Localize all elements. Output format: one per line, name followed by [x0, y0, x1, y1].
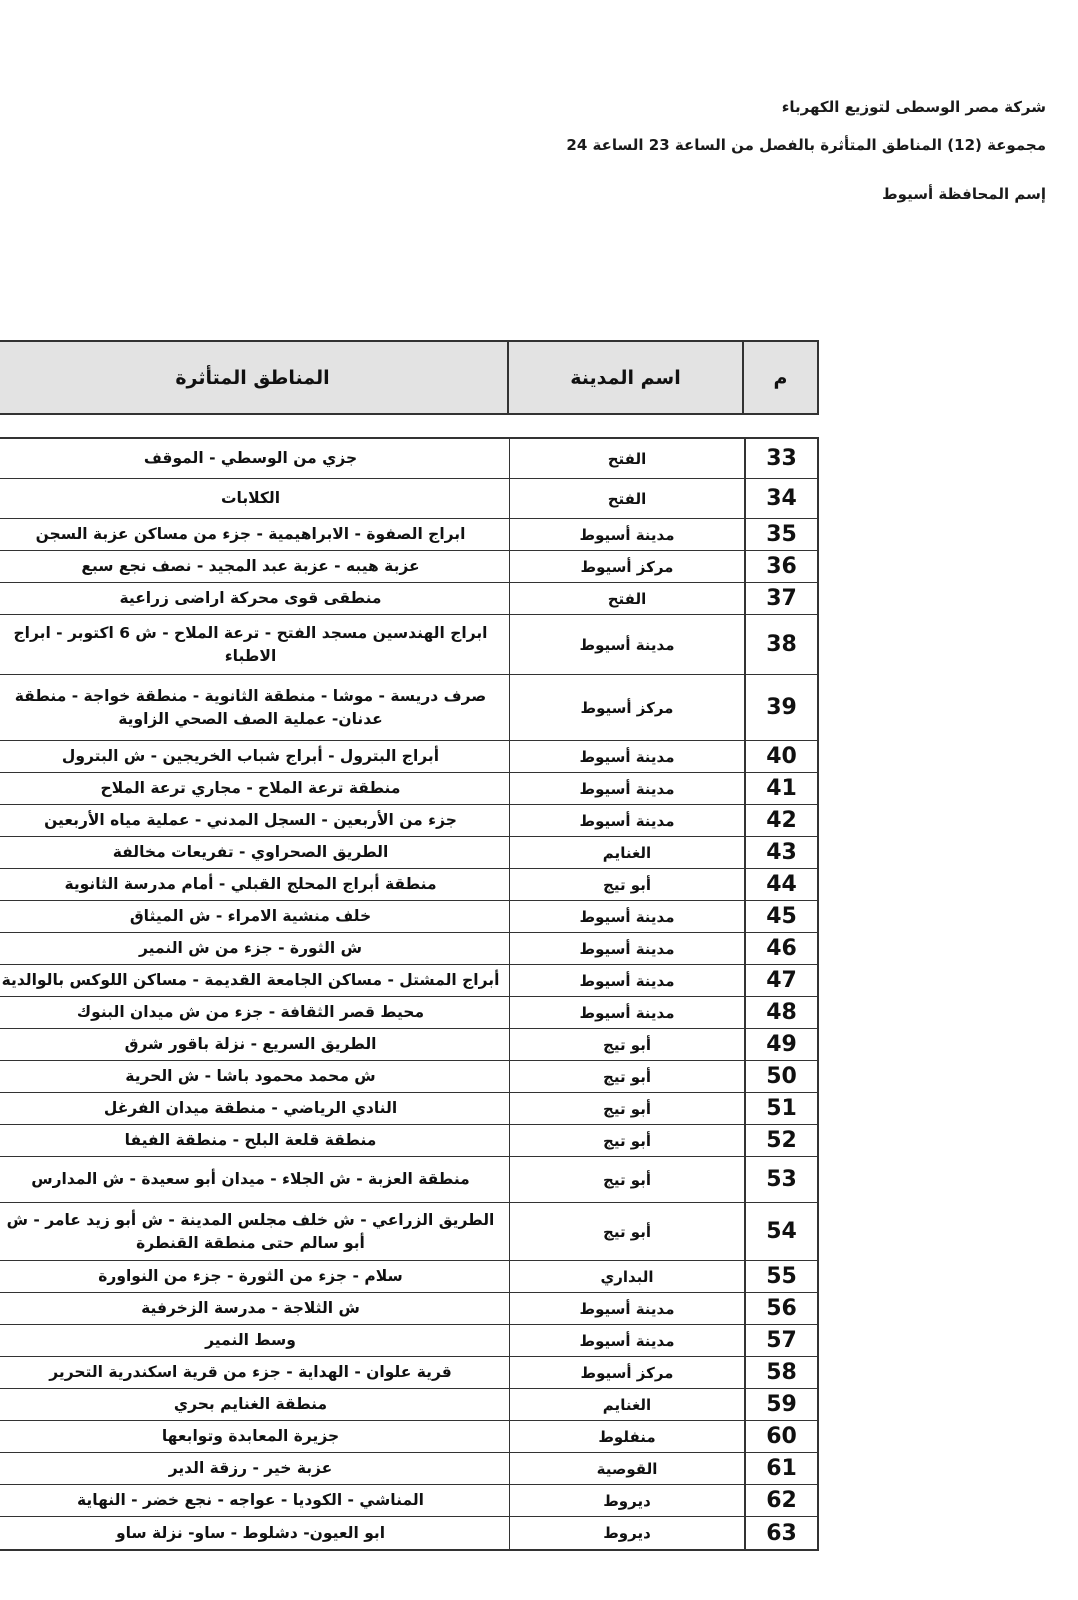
row-number: 63 [744, 1517, 817, 1549]
row-city: مركز أسيوط [509, 551, 744, 582]
table-row [0, 1517, 817, 1549]
row-number: 59 [744, 1389, 817, 1420]
table-row [0, 519, 817, 551]
row-number: 52 [744, 1125, 817, 1156]
row-city: أبو تيج [509, 869, 744, 900]
row-city: مدينة أسيوط [509, 965, 744, 996]
row-areas: عزبة هيبه - عزبة عبد المجيد - نصف نجع سبع [81, 557, 420, 576]
row-city: الفتح [509, 439, 744, 478]
table-row [0, 1261, 817, 1293]
table-row [0, 1125, 817, 1157]
row-city: أبو تيج [509, 1203, 744, 1260]
row-city: مدينة أسيوط [509, 1293, 744, 1324]
row-number: 45 [744, 901, 817, 932]
table-row [0, 1485, 817, 1517]
row-number: 56 [744, 1293, 817, 1324]
row-number: 48 [744, 997, 817, 1028]
row-city: مدينة أسيوط [509, 519, 744, 550]
row-areas: الكلابات [220, 489, 281, 508]
table-row [0, 551, 817, 583]
row-areas: صرف دريسة - موشا - منطقة الثانوية - منطقة خواجة - منطقة عدنان- عملية الصف الصحي الزاوية [14, 687, 487, 728]
row-areas: محيط قصر الثقافة - جزء من ش ميدان البنوك [76, 1003, 425, 1022]
row-number: 44 [744, 869, 817, 900]
row-city: مدينة أسيوط [509, 901, 744, 932]
row-areas: سلام - جزء من الثورة - جزء من النواورة [98, 1267, 403, 1286]
table-row [0, 1325, 817, 1357]
table-header [0, 340, 819, 415]
row-city: القوصية [509, 1453, 744, 1484]
row-city: أبو تيج [509, 1061, 744, 1092]
table-row [0, 439, 817, 479]
row-number: 54 [744, 1203, 817, 1260]
row-areas: الطريق الصحراوي - تفريعات مخالفة [112, 843, 389, 862]
row-areas: منطقى قوى محركة اراضى زراعية [119, 589, 382, 608]
row-city: أبو تيج [509, 1125, 744, 1156]
row-number: 42 [744, 805, 817, 836]
row-areas: أبراج البترول - أبراج شباب الخريجين - ش البترول [61, 747, 440, 766]
table-row [0, 901, 817, 933]
row-number: 33 [744, 439, 817, 478]
row-number: 62 [744, 1485, 817, 1516]
row-city: مدينة أسيوط [509, 933, 744, 964]
table-row [0, 837, 817, 869]
table-row [0, 1029, 817, 1061]
column-header-city: اسم المدينة [570, 366, 681, 389]
table-row [0, 675, 817, 741]
row-areas: النادي الرياضي - منطقة ميدان الفرغل [103, 1099, 398, 1118]
row-number: 37 [744, 583, 817, 614]
table-row [0, 1061, 817, 1093]
row-number: 34 [744, 479, 817, 518]
areas-table [0, 437, 819, 1551]
row-areas: ش الثورة - جزء من ش النمير [139, 939, 362, 958]
row-city: مدينة أسيوط [509, 741, 744, 772]
row-areas: عزبة خير - رزقة الدير [168, 1459, 333, 1478]
group-line: مجموعة (12) المناطق المتأثرة بالفصل من الساعة 23 الساعة 24 [566, 136, 1046, 154]
table-row [0, 741, 817, 773]
row-areas: ش محمد محمود باشا - ش الحرية [125, 1067, 376, 1086]
row-city: مدينة أسيوط [509, 805, 744, 836]
row-city: الغنايم [509, 1389, 744, 1420]
table-row [0, 1157, 817, 1203]
row-number: 60 [744, 1421, 817, 1452]
row-areas: منطقة ترعة الملاح - مجاري ترعة الملاح [100, 779, 401, 798]
table-row [0, 773, 817, 805]
table-row [0, 615, 817, 675]
row-city: أبو تيج [509, 1157, 744, 1202]
row-city: الفتح [509, 583, 744, 614]
row-number: 38 [744, 615, 817, 674]
row-city: مدينة أسيوط [509, 773, 744, 804]
row-number: 55 [744, 1261, 817, 1292]
row-city: منفلوط [509, 1421, 744, 1452]
table-row [0, 1389, 817, 1421]
row-number: 51 [744, 1093, 817, 1124]
company-name: شركة مصر الوسطى لتوزيع الكهرباء [781, 98, 1046, 116]
row-number: 35 [744, 519, 817, 550]
table-row [0, 1357, 817, 1389]
row-number: 57 [744, 1325, 817, 1356]
row-areas: الطريق السريع - نزلة باقور شرق [124, 1035, 377, 1054]
table-row [0, 1421, 817, 1453]
table-row [0, 933, 817, 965]
row-city: مدينة أسيوط [509, 615, 744, 674]
row-areas: منطقة العزبة - ش الجلاء - ميدان أبو سعيدة - ش المدارس [31, 1170, 470, 1189]
row-city: ديروط [509, 1485, 744, 1516]
column-header-number: م [773, 366, 788, 389]
table-row [0, 965, 817, 997]
row-areas: أبراج المشتل - مساكن الجامعة القديمة - مساكن اللوكس بالوالدية [1, 971, 500, 990]
table-row [0, 1093, 817, 1125]
table-row [0, 1453, 817, 1485]
table-row [0, 805, 817, 837]
row-areas: قرية علوان - الهداية - جزء من قرية اسكندرية التحرير [49, 1363, 452, 1382]
row-areas: خلف منشية الامراء - ش الميثاق [129, 907, 372, 926]
row-number: 41 [744, 773, 817, 804]
row-areas: منطقة قلعة البلح - منطقة الفيفا [124, 1131, 377, 1150]
table-row [0, 479, 817, 519]
row-areas: جزي من الوسطي - الموقف [143, 449, 358, 468]
row-city: مدينة أسيوط [509, 1325, 744, 1356]
table-row [0, 869, 817, 901]
row-areas: ابو العيون- دشلوط - ساو- نزلة ساو [115, 1523, 386, 1542]
table-row [0, 583, 817, 615]
table-row [0, 1293, 817, 1325]
row-areas: وسط النمير [205, 1331, 296, 1350]
row-city: الغنايم [509, 837, 744, 868]
column-header-areas: المناطق المتأثرة [175, 366, 330, 389]
row-city: أبو تيج [509, 1093, 744, 1124]
row-city: مركز أسيوط [509, 675, 744, 740]
row-city: مدينة أسيوط [509, 997, 744, 1028]
row-areas: ابراج الصفوة - الابراهيمية - جزء من مساكن عزبة السجن [35, 525, 466, 544]
row-city: أبو تيج [509, 1029, 744, 1060]
row-number: 36 [744, 551, 817, 582]
row-number: 58 [744, 1357, 817, 1388]
row-city: ديروط [509, 1517, 744, 1549]
row-areas: جزء من الأربعين - السجل المدني - عملية مياه الأربعين [44, 811, 457, 830]
row-areas: جزيرة المعابدة وتوابعها [161, 1427, 340, 1446]
row-number: 46 [744, 933, 817, 964]
row-city: مركز أسيوط [509, 1357, 744, 1388]
row-areas: منطقة الغنايم بحري [173, 1395, 328, 1414]
row-city: البداري [509, 1261, 744, 1292]
row-areas: ش الثلاجة - مدرسة الزخرفية [141, 1299, 360, 1318]
row-areas: ابراج الهندسين مسجد الفتح - ترعة الملاح - ش 6 اكتوبر - ابراج الاطباء [13, 624, 488, 665]
row-number: 47 [744, 965, 817, 996]
row-number: 43 [744, 837, 817, 868]
row-areas: المناشي - الكوديا - عواجه - نجع خضر - النهاية [77, 1491, 424, 1510]
row-number: 39 [744, 675, 817, 740]
governorate-line: إسم المحافظة أسيوط [882, 185, 1046, 203]
row-number: 61 [744, 1453, 817, 1484]
row-areas: منطقة أبراج المحلج القبلي - أمام مدرسة الثانوية [64, 875, 437, 894]
table-row [0, 997, 817, 1029]
row-areas: الطريق الزراعي - ش خلف مجلس المدينة - ش أبو زيد عامر - ش أبو سالم حتى منطقة القنطرة [6, 1211, 495, 1252]
table-row [0, 1203, 817, 1261]
row-city: الفتح [509, 479, 744, 518]
row-number: 50 [744, 1061, 817, 1092]
row-number: 40 [744, 741, 817, 772]
row-number: 53 [744, 1157, 817, 1202]
row-number: 49 [744, 1029, 817, 1060]
